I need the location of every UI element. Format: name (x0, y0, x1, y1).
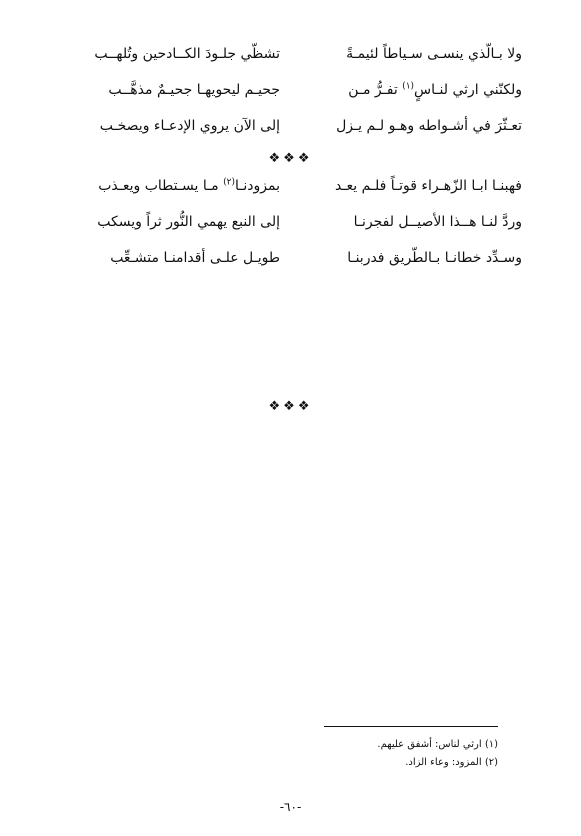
verse-5-first-hemistich: وردَّ لنـا هــذا الأصيــل لفجرنـا (353, 214, 522, 230)
verse-1-second-hemistich: تشظّي جلـودَ الكــادحين وتُلهــب (94, 46, 280, 62)
verse-3-first-hemistich: تعـثّرَ في أشـواطه وهـو لـم يـزل (336, 118, 522, 134)
verse-3 (88, 116, 522, 152)
verse-5 (88, 212, 522, 248)
verse-4-text-before-ref: بمزودنـا (235, 178, 280, 194)
verse-6 (88, 248, 522, 284)
verse-4-second-hemistich (88, 176, 280, 196)
verse-4 (88, 176, 522, 212)
verse-2 (88, 80, 522, 116)
footnote-divider (324, 726, 498, 727)
verse-6-second-hemistich: طويـل علـى أقدامنـا متشـعِّب (110, 250, 280, 266)
verse-5-second-hemistich: إلى النبع يهمي النُّور ثراً ويسكب (97, 214, 280, 230)
verse-4-text-after-ref: مـا يسـتطاب ويعـذب (98, 178, 224, 194)
verse-2-text-before-ref: ولكنّني ارثي لنـاسٍ (414, 82, 522, 98)
verse-2-second-hemistich: جحيـم ليحويهـا جحيـمٌ مذهَّــب (108, 82, 280, 98)
verse-3-second-hemistich: إلى الآن يروي الإدعـاء ويصخـب (99, 118, 280, 134)
verse-4-first-hemistich: فهبنـا ابـا الزّهـراء قوتـاً فلـم يعـد (335, 178, 522, 194)
verse-6-first-hemistich: وسـدِّد خطانـا بـالطّريق فدربنـا (347, 250, 522, 266)
verse-2-first-hemistich (297, 80, 522, 100)
page-number: -٦٠- (279, 800, 302, 814)
poem-stanza-1 (88, 44, 522, 152)
footnote-ref-2: (٢) (223, 177, 236, 188)
footnote-1: (١) ارثي لناس: أشفق عليهم. (377, 739, 498, 750)
verse-1 (88, 44, 522, 80)
poem-stanza-2 (88, 176, 522, 284)
footnote-ref-1: (١) (402, 81, 415, 92)
footnote-2: (٢) المزود: وعاء الزاد. (405, 757, 498, 768)
footnotes (238, 736, 498, 772)
section-separator: ❖❖❖ (268, 151, 313, 166)
verse-2-text-after-ref: تفـرُّ مـن (348, 82, 403, 98)
verse-1-first-hemistich: ولا بـالّذي ينسـى سـياطاً لئيمـةً (346, 46, 522, 62)
end-separator: ❖❖❖ (268, 399, 313, 414)
